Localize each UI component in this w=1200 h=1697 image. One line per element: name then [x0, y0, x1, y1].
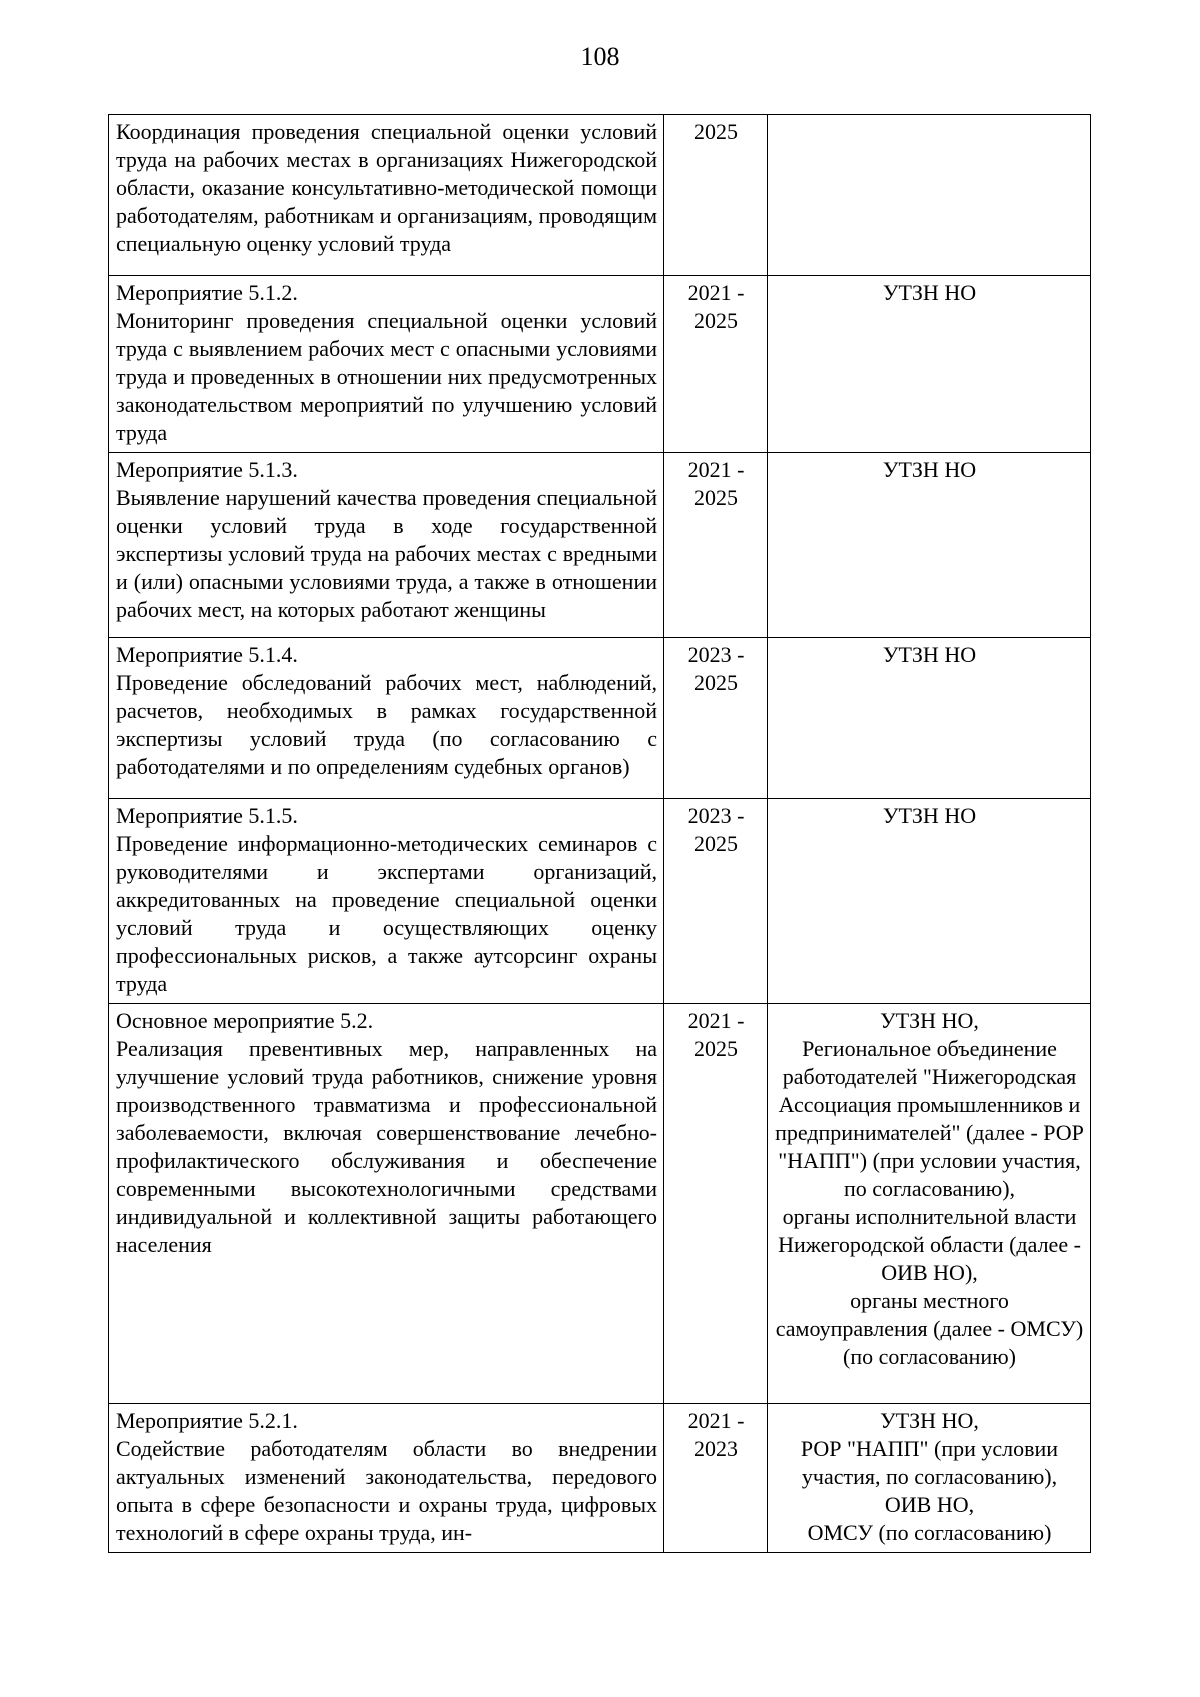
years-text: 2023 - 2025 — [687, 803, 745, 856]
years-cell — [664, 1004, 768, 1404]
measure-title: Мероприятие 5.1.3. — [116, 457, 298, 482]
measure-title: Мероприятие 5.1.5. — [116, 803, 298, 828]
years-text: 2023 - 2025 — [687, 642, 745, 695]
measure-description-cell — [109, 1004, 664, 1404]
responsible-cell — [768, 799, 1091, 1004]
years-cell — [664, 276, 768, 453]
responsible-cell — [768, 115, 1091, 276]
years-cell — [664, 1404, 768, 1553]
page-number: 108 — [580, 42, 620, 71]
responsible-cell — [768, 453, 1091, 638]
measure-text: Реализация превентивных мер, направленных на улучшение условий труда работников, снижение уровня производственного травматизма и профессиональной заболеваемости, включая совершенствование лечебно-профилактического обслуживания и обеспечение современными высокотехнологичными средствами индивидуальной и коллективной защиты работающего населения — [116, 1036, 657, 1257]
years-text: 2025 — [694, 119, 738, 144]
years-cell — [664, 115, 768, 276]
table-row — [109, 453, 1091, 638]
responsible-line: УТЗН НО, — [880, 1008, 979, 1033]
responsible-line: органы исполнительной власти Нижегородской области (далее - ОИВ НО), — [778, 1204, 1081, 1285]
measure-text: Содействие работодателям области во внедрении актуальных изменений законодательства, передового опыта в сфере безопасности и охраны труда, цифровых технологий в сфере охраны труда, ин- — [116, 1436, 657, 1545]
years-text: 2021 - 2025 — [687, 280, 745, 333]
measures-table-body — [109, 115, 1091, 1553]
responsible-cell — [768, 1404, 1091, 1553]
measure-text: Выявление нарушений качества проведения специальной оценки условий труда в ходе государственной экспертизы условий труда на рабочих местах с вредными и (или) опасными условиями труда, а также в отношении рабочих мест, на которых работают женщины — [116, 485, 657, 622]
responsible-line: УТЗН НО — [882, 457, 977, 482]
responsible-cell — [768, 276, 1091, 453]
measure-text: Проведение информационно-методических семинаров с руководителями и экспертами организаций, аккредитованных на проведение специальной оценки условий труда и осуществляющих оценку профессиональных рисков, а также аутсорсинг охраны труда — [116, 831, 657, 996]
measure-text: Проведение обследований рабочих мест, наблюдений, расчетов, необходимых в рамках государственной экспертизы условий труда (по согласованию с работодателями и по определениям судебных органов) — [116, 670, 657, 779]
measure-title: Мероприятие 5.1.2. — [116, 280, 298, 305]
responsible-line: УТЗН НО — [882, 803, 977, 828]
responsible-line: ОМСУ (по согласованию) — [807, 1520, 1052, 1545]
table-row — [109, 115, 1091, 276]
responsible-line: УТЗН НО, — [880, 1408, 979, 1433]
responsible-line: УТЗН НО — [882, 642, 977, 667]
measure-text: Координация проведения специальной оценки условий труда на рабочих местах в организациях Нижегородской области, оказание консультативно-методической помощи работодателям, работникам и организациям, проводящим специальную оценку условий труда — [116, 119, 657, 256]
measure-title: Мероприятие 5.1.4. — [116, 642, 298, 667]
measure-title: Мероприятие 5.2.1. — [116, 1408, 298, 1433]
years-text: 2021 - 2023 — [687, 1408, 745, 1461]
table-row — [109, 638, 1091, 799]
table-row — [109, 276, 1091, 453]
responsible-line: Региональное объединение работодателей "Нижегородская Ассоциация промышленников и предпринимателей" (далее - РОР "НАПП") (при условии участия, по согласованию), — [775, 1036, 1084, 1201]
measure-description-cell — [109, 638, 664, 799]
measure-description-cell — [109, 799, 664, 1004]
responsible-line: УТЗН НО — [882, 280, 977, 305]
measure-title: Основное мероприятие 5.2. — [116, 1008, 374, 1033]
table-row — [109, 799, 1091, 1004]
responsible-line: РОР "НАПП" (при условии участия, по согласованию), — [800, 1436, 1059, 1489]
measure-description-cell — [109, 453, 664, 638]
responsible-cell — [768, 1004, 1091, 1404]
years-cell — [664, 638, 768, 799]
table-row — [109, 1004, 1091, 1404]
responsible-line: органы местного самоуправления (далее - ОМСУ) (по согласованию) — [775, 1288, 1084, 1369]
measure-description-cell — [109, 115, 664, 276]
measure-text: Мониторинг проведения специальной оценки условий труда с выявлением рабочих мест с опасными условиями труда и проведенных в отношении них предусмотренных законодательством мероприятий по улучшению условий труда — [116, 308, 657, 445]
measure-description-cell — [109, 1404, 664, 1553]
responsible-cell — [768, 638, 1091, 799]
years-cell — [664, 453, 768, 638]
table-row — [109, 1404, 1091, 1553]
years-text: 2021 - 2025 — [687, 1008, 745, 1061]
responsible-line: ОИВ НО, — [884, 1492, 975, 1517]
years-text: 2021 - 2025 — [687, 457, 745, 510]
years-cell — [664, 799, 768, 1004]
measure-description-cell — [109, 276, 664, 453]
measures-table — [108, 114, 1091, 1553]
